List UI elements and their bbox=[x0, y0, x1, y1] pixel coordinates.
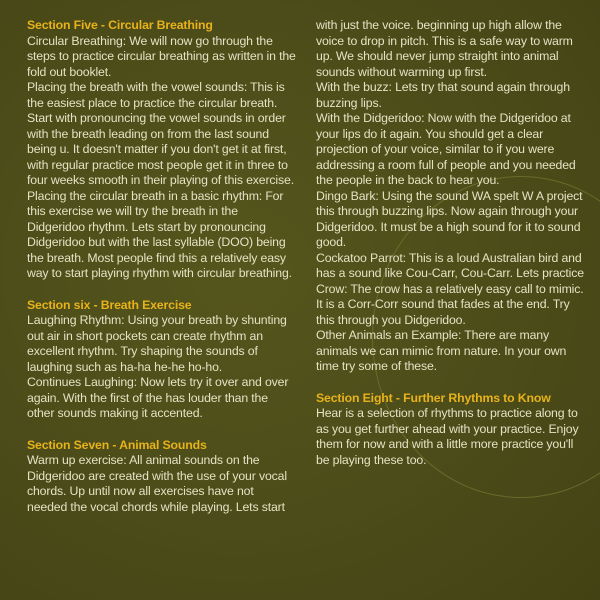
cockatoo-paragraph: Cockatoo Parrot: This is a loud Australian bird and has a sound like Cou-Carr, Cou-Carr. Lets practice bbox=[316, 250, 584, 280]
left-column bbox=[27, 18, 297, 515]
basic-rhythm-paragraph: Placing the circular breath in a basic rhythm: For this exercise we will try the breath in the Didgeridoo rhythm. Lets start by pronouncing Didgeridoo but with the last syllable (DOO) being the breath. Most people find this a relatively easy way to start playing rhythm with circular breathing. bbox=[27, 188, 292, 280]
crow-paragraph: Crow: The crow has a relatively easy call to mimic. It is a Corr-Corr sound that fades at the end. Try this through you Didgeridoo. bbox=[316, 281, 584, 327]
laughing-rhythm-paragraph: Laughing Rhythm: Using your breath by shunting out air in short pockets can create rhythm an excellent rhythm. Try shaping the sounds of laughing such as ha-ha he-he ho-ho. bbox=[27, 313, 287, 374]
vowel-sounds-paragraph: Placing the breath with the vowel sounds: This is the easiest place to practice the circular breath. Start with pronouncing the vowel sounds in order with the breath leading on from the last sound being u. It doesn't matter if you don't get it at first, with regular practice most people get it in three to four weeks smooth in their playing of this exercise. bbox=[27, 80, 294, 187]
section-six-heading: Section six - Breath Exercise bbox=[27, 297, 192, 312]
section-five-heading: Section Five - Circular Breathing bbox=[27, 18, 213, 32]
continues-laughing-paragraph: Continues Laughing: Now lets try it over and over again. With the first of the has louder than the other sounds making it accented. bbox=[27, 375, 289, 420]
other-animals-paragraph: Other Animals an Example: There are many animals we can mimic from nature. In your own time try some of these. bbox=[316, 328, 567, 373]
right-column bbox=[316, 18, 584, 468]
section-seven-heading: Section Seven - Animal Sounds bbox=[27, 437, 207, 452]
dingo-bark-paragraph: Dingo Bark: Using the sound WA spelt W A project this through buzzing lips. Now again through your Didgeridoo. It must be a high sound for it to sound good. bbox=[316, 188, 583, 249]
section-eight-heading: Section Eight - Further Rhythms to Know bbox=[316, 390, 551, 405]
voice-warmup-paragraph: with just the voice. beginning up high allow the voice to drop in pitch. This is a safe way to warm up. We should never jump straight into animal sounds without warming up first. bbox=[316, 18, 573, 79]
buzz-paragraph: With the buzz: Lets try that sound again through buzzing lips. bbox=[316, 80, 570, 110]
warm-up-paragraph: Warm up exercise: All animal sounds on the Didgeridoo are created with the use of your vocal chords. Up until now all exercises have not needed the vocal chords while playing. Lets start bbox=[27, 453, 287, 514]
circular-breathing-paragraph: Circular Breathing: We will now go through the steps to practice circular breathing as written in the fold out booklet. bbox=[27, 33, 296, 79]
didgeridoo-voice-paragraph: With the Didgeridoo: Now with the Didgeridoo at your lips do it again. You should get a clear projection of your voice, similar to if you were addressing a room full of people and you needed the people in the back to hear you. bbox=[316, 111, 576, 187]
further-rhythms-paragraph: Hear is a selection of rhythms to practice along to as you get further ahead with your practice. Enjoy them for now and with a little more practice you'll be playing these too. bbox=[316, 406, 579, 467]
